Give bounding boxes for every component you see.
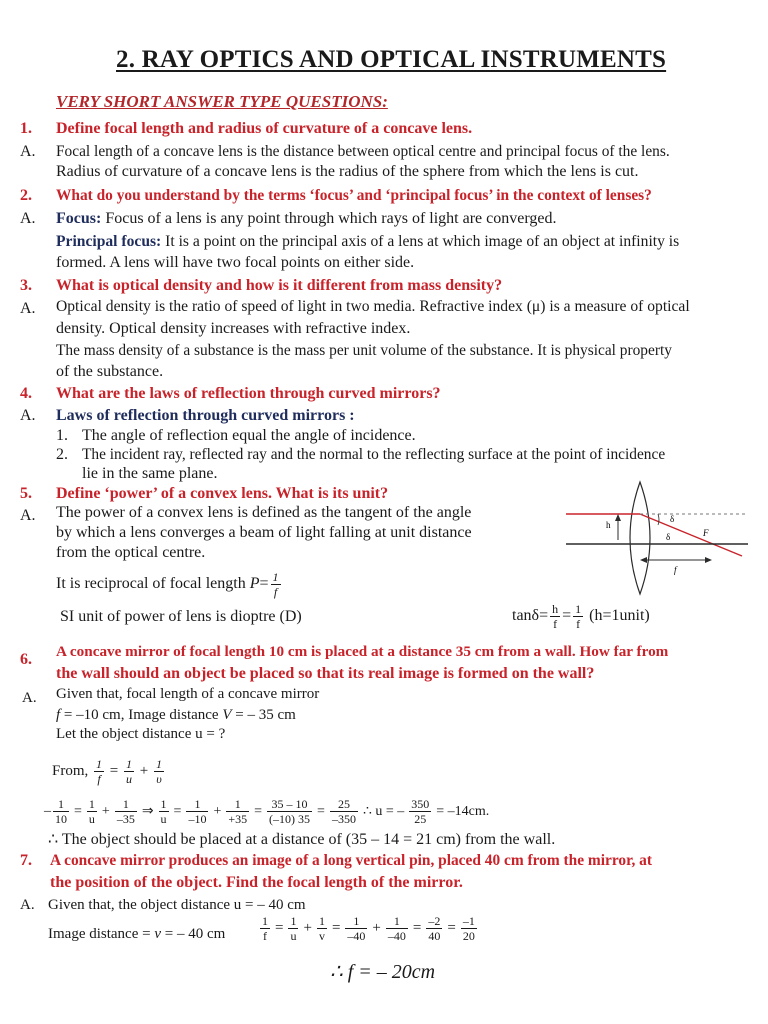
q6-given: Given that, focal length of a concave mirror [56,686,320,702]
fraction [87,797,97,826]
q7-question: A concave mirror produces an image of a long vertical pin, placed 40 cm from the mirror, at [50,852,653,869]
q7-question: the position of the object. Find the focal length of the mirror. [50,874,463,891]
fraction-denominator: f [97,772,101,786]
q3-question: What is optical density and how is it different from mass density? [56,277,503,294]
q2-question: What do you understand by the terms ‘focus’ and ‘principal focus’ in the context of lenses? [56,187,652,204]
operator: + [101,803,110,819]
fraction-numerator: –2 [428,914,441,928]
q4-answer-label: A. [20,407,36,424]
q5-answer-line: The power of a convex lens is defined as the tangent of the angle [56,504,472,521]
principal-focus-definition: It is a point on the principal axis of a lens at which image of an object at infinity is [165,233,680,250]
fraction-denominator: –10 [188,812,207,826]
fraction [267,797,312,826]
fraction-numerator: 1 [155,757,162,771]
power-unit-value: dioptre (D) [230,608,302,625]
q3-answer-label: A. [20,300,36,317]
q1-answer-line: Radius of curvature of a concave lens is the radius of the sphere from which the lens is cut. [56,163,639,180]
law-2-text-continued: lie in the same plane. [82,465,218,482]
focal-arrow-right-head [705,557,712,563]
fraction-denominator: u [88,812,95,826]
fraction-denominator: 25 [414,812,427,826]
fraction [186,797,208,826]
q5-answer-line: from the optical centre. [56,544,206,561]
section-heading: VERY SHORT ANSWER TYPE QUESTIONS: [56,92,388,111]
convex-lens-diagram [562,478,752,603]
q3-answer-line: Optical density is the ratio of speed of light in two media. Refractive index (μ) is a measure of optical [56,298,690,315]
fraction [260,914,270,943]
fraction-numerator: 350 [411,797,430,811]
power-reciprocal-text: It is reciprocal of focal length [56,575,246,593]
reciprocal-fraction [271,570,281,599]
fraction-numerator: 1 [53,797,69,812]
angle-arc [658,514,659,525]
fraction-denominator: υ [156,772,162,786]
law-2-number: 2. [56,446,68,463]
q6-calculation [44,797,492,826]
q4-laws-heading: Laws of reflection through curved mirrors : [56,407,355,424]
height-label: h [606,520,611,530]
fraction [53,797,69,826]
fraction-denominator: –350 [331,812,356,826]
q4-question: What are the laws of reflection through curved mirrors? [56,385,441,402]
tan-note: (h=1unit) [589,607,650,625]
fraction-denominator: u [290,929,297,943]
q7-calculation [258,914,479,943]
fraction-numerator: 25 [330,797,358,812]
equals-sign: = [109,762,119,779]
q2-principal-focus-line [56,232,679,252]
plus-sign: + [139,762,149,779]
operator: = [317,803,325,819]
fraction-denominator: u [160,812,167,826]
fraction-denominator: –40 [387,929,406,943]
power-unit-line [60,607,302,627]
fraction [330,797,358,826]
symbol-v: v [154,926,162,942]
formula-fraction [124,757,134,786]
operator: = [275,919,284,936]
values-text: = –10 cm, Image distance [63,707,219,723]
q6-formula [52,757,166,786]
fraction-numerator: 1 [125,757,132,771]
principal-focus-term: Principal focus: [56,233,162,250]
q3-answer-line: of the substance. [56,363,164,380]
q6-let: Let the object distance u = ? [56,726,226,742]
fraction [426,914,442,943]
focus-term: Focus: [56,210,102,227]
operator: = [447,919,456,936]
fraction-numerator: 1 [186,797,208,812]
fraction-numerator: 1 [345,914,367,929]
q1-number: 1. [20,120,32,137]
fraction [409,797,431,826]
fraction [115,797,137,826]
law-1-text: The angle of reflection equal the angle of incidence. [82,427,416,444]
fraction-denominator: f [576,617,581,631]
operator: = [254,803,263,819]
power-symbol: P [249,575,260,593]
q5-number: 5. [20,485,32,502]
q6-answer-label: A. [22,690,37,706]
operator: = [74,803,82,819]
fraction-denominator: –35 [116,812,135,826]
minus-sign: – [44,803,51,819]
fraction-numerator: 35 – 10 [267,797,312,812]
q6-question: A concave mirror of focal length 10 cm is placed at a distance 35 cm from a wall. How far from [56,643,669,660]
q2-focus-line [56,209,557,229]
fraction [345,914,367,943]
fraction [226,797,249,826]
q2-answer-line: formed. A lens will have two focal points on either side. [56,254,415,271]
q7-result: ∴ f = – 20cm [330,961,436,983]
q7-given: Given that, the object distance u = – 40 cm [48,897,306,913]
lens-outline [630,482,650,594]
focus-definition: Focus of a lens is any point through which rays of light are converged. [105,210,557,227]
q6-values [56,705,296,725]
fraction-numerator: 1 [318,914,325,928]
q7-image-distance [48,924,225,944]
fraction-numerator: 1 [226,797,249,812]
refracted-ray [640,514,742,556]
fraction-denominator: 10 [55,812,67,826]
q5-question: Define ‘power’ of a convex lens. What is its unit? [56,485,389,502]
law-1-number: 1. [56,427,68,444]
fraction-numerator: h [552,602,559,616]
delta-label: δ [670,514,675,524]
fraction [159,797,169,826]
fraction [288,914,298,943]
fraction-denominator: 40 [428,929,441,943]
formula-fraction [94,757,104,786]
operator: + [372,919,381,936]
power-unit-text: SI unit of power of lens is [60,608,227,625]
operator: = –14cm. [436,803,490,819]
fraction-denominator: f [273,585,278,599]
symbol-f: f [56,707,61,723]
formula-fraction [154,757,164,786]
symbol-V: V [222,707,232,723]
fraction-numerator: –1 [462,914,475,928]
fraction-numerator: 1 [386,914,408,929]
tan-lhs: tanδ= [512,607,549,625]
q1-question: Define focal length and radius of curvature of a concave lens. [56,120,473,137]
fraction-numerator: 1 [290,914,297,928]
fraction-numerator: 1 [160,797,167,811]
fraction-numerator: 1 [88,797,95,811]
equals-sign: = [259,575,269,593]
operator: = [331,919,341,936]
values-text: = – 35 cm [235,707,296,723]
page-title: 2. RAY OPTICS AND OPTICAL INSTRUMENTS [116,46,667,73]
focal-arrow-left-head [640,557,647,563]
q6-question: the wall should an object be placed so that its real image is formed on the wall? [56,665,595,682]
q2-number: 2. [20,187,32,204]
q2-answer-label: A. [20,210,36,227]
q5-answer-label: A. [20,507,36,524]
q7-number: 7. [20,852,32,869]
fraction-denominator: u [125,772,132,786]
focus-label: F [703,528,709,538]
fraction-numerator: 1 [115,797,137,812]
fraction-numerator: 1 [272,570,279,584]
tan-fraction-h-f [550,602,560,631]
q3-answer-line: density. Optical density increases with refractive index. [56,320,411,337]
image-distance-label: Image distance = [48,926,151,942]
fraction-numerator: 1 [262,914,268,928]
focal-length-label: f [674,565,677,575]
fraction [386,914,408,943]
fraction-numerator: 1 [575,602,582,616]
fraction-denominator: 20 [462,929,475,943]
fraction-denominator: f [263,929,267,943]
operator: ∴ u = – [362,803,405,819]
fraction-denominator: –40 [347,929,366,943]
height-arrow-head [615,514,621,521]
fraction-denominator: (–10) 35 [269,812,311,826]
fraction-denominator: v [318,929,325,943]
fraction-denominator: f [553,617,558,631]
q1-answer-line: Focal length of a concave lens is the distance between optical centre and principal focus of the lens. [56,143,670,160]
law-2-text: The incident ray, reflected ray and the normal to the reflecting surface at the point of incidence [82,446,666,463]
fraction [317,914,327,943]
delta-label: δ [666,532,671,542]
tan-delta-formula [512,602,650,631]
q4-number: 4. [20,385,32,402]
operator: ⇒ [141,803,154,819]
q6-number: 6. [20,651,32,668]
equals-sign: = [562,607,572,625]
operator: + [213,803,222,819]
tan-fraction-1-f [573,602,583,631]
q1-answer-label: A. [20,143,36,160]
q5-answer-line: by which a lens converges a beam of light falling at unit distance [56,524,472,541]
operator: + [303,919,312,936]
power-reciprocal-line [56,570,283,599]
fraction-denominator: +35 [228,812,248,826]
q3-number: 3. [20,277,32,294]
operator: = [412,919,422,936]
q6-conclusion: ∴ The object should be placed at a distance of (35 – 14 = 21 cm) from the wall. [48,831,556,848]
operator: = [173,803,182,819]
fraction [461,914,477,943]
image-distance-value: = – 40 cm [164,926,226,942]
q3-answer-line: The mass density of a substance is the mass per unit volume of the substance. It is physical property [56,342,672,359]
from-label: From, [52,762,89,779]
fraction-numerator: 1 [96,757,103,771]
q7-answer-label: A. [20,897,35,913]
